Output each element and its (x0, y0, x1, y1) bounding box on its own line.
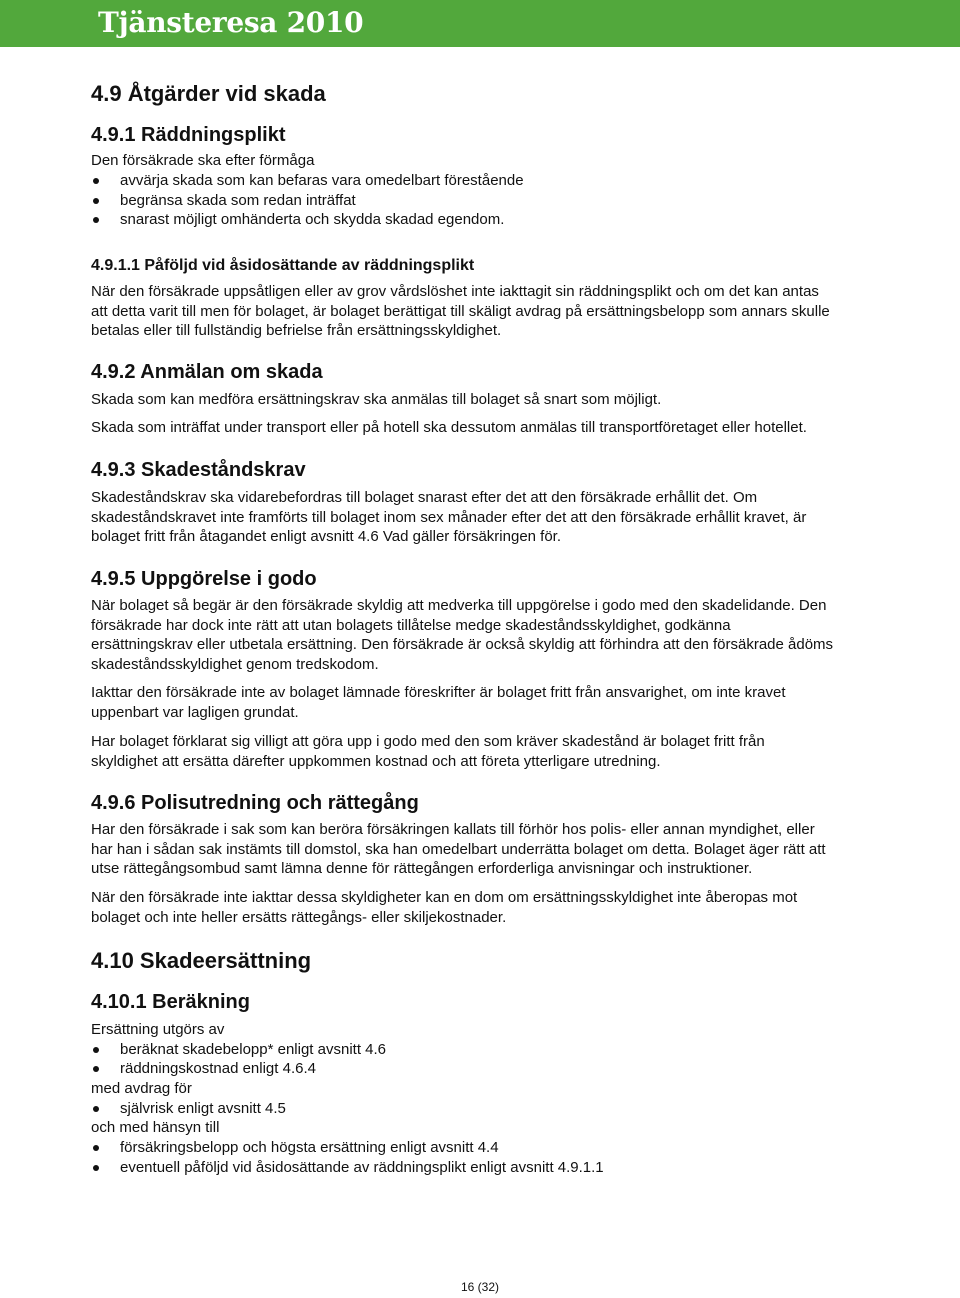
bullet-icon (93, 1066, 99, 1072)
paragraph: Skada som kan medföra ersättningskrav ska anmälas till bolaget så snart som möjligt. (91, 391, 662, 408)
bullet-icon (93, 1145, 99, 1151)
bullet-icon (93, 1165, 99, 1171)
heading-4-10: 4.10 Skadeersättning (91, 948, 312, 973)
header-banner (0, 0, 960, 47)
heading-4-9-1-1: 4.9.1.1 Påföljd vid åsidosättande av räddningsplikt (91, 257, 475, 274)
bullet-icon (93, 217, 99, 223)
paragraph: Skadeståndskrav ska vidarebefordras till bolaget snarast efter det att den försäkrade erhållit det. Om skadeståndskravet inte framförts till bolaget inom sex månader efter det att den försäkrade erhållit kravet, är bolaget fritt från åtagandet enligt avsnitt 4.6 Vad gäller försäkringen för. (91, 489, 807, 545)
paragraph: och med hänsyn till (91, 1119, 220, 1136)
heading-4-9-1: 4.9.1 Räddningsplikt (91, 124, 286, 146)
bullet-icon (93, 1106, 99, 1112)
page-number: 16 (32) (460, 1280, 500, 1294)
paragraph: Har den försäkrade i sak som kan beröra försäkringen kallats till förhör hos polis- eller annan myndighet, eller har han i sådan sak instämts till domstol, ska han omedelbart underrätta bolaget om detta. Bolaget äger rätt att utse rättegångsombud samt lämna denne för rättegången erforderliga anvisningar och instruktioner. (91, 821, 826, 877)
heading-4-10-1: 4.10.1 Beräkning (91, 991, 250, 1013)
bullet-icon (93, 1047, 99, 1053)
paragraph: med avdrag för (91, 1080, 192, 1097)
heading-4-9-6: 4.9.6 Polisutredning och rättegång (91, 792, 419, 814)
paragraph: När bolaget så begär är den försäkrade skyldig att medverka till uppgörelse i godo med den skadelidande. Den försäkrade har dock inte rätt att utan bolagets tillåtelse medge skadeståndsskyldighet, godkänna ersättningskrav eller utbetala ersättning. Den försäkrade är också skyldig att förhindra att den försäkrade ådöms skadeståndsskyldighet genom tredskodom. (91, 597, 834, 673)
paragraph: När den försäkrade uppsåtligen eller av grov vårdslöshet inte iakttagit sin räddningsplikt och om det kan antas att detta varit till men för bolaget, är bolaget berättigat till skäligt avdrag på ersättningsbelopp som annars skulle betalas eller till fullständig befrielse från ersättningsskyldighet. (91, 283, 830, 339)
bullet-icon (93, 178, 99, 184)
document-title: Tjänsteresa 2010 (98, 6, 364, 39)
heading-4-9-5: 4.9.5 Uppgörelse i godo (91, 568, 317, 590)
bullet-icon (93, 198, 99, 204)
heading-4-9: 4.9 Åtgärder vid skada (91, 81, 326, 106)
paragraph-intro: Den försäkrade ska efter förmåga (91, 152, 315, 169)
heading-4-9-2: 4.9.2 Anmälan om skada (91, 361, 323, 383)
heading-4-9-3: 4.9.3 Skadeståndskrav (91, 459, 306, 481)
paragraph: Iakttar den försäkrade inte av bolaget lämnade föreskrifter är bolaget fritt från ansvarighet, om inte kravet uppenbart var lagligen grundat. (91, 684, 786, 721)
paragraph-intro: Ersättning utgörs av (91, 1021, 225, 1038)
paragraph: När den försäkrade inte iakttar dessa skyldigheter kan en dom om ersättningsskyldighet inte åberopas mot bolaget och inte heller ersätts rättegångs- eller skiljekostnader. (91, 889, 798, 926)
paragraph: Har bolaget förklarat sig villigt att göra upp i godo med den som kräver skadestånd är bolaget fritt från skyldighet att ersätta därefter uppkommen kostnad och att företa ytterligare utredning. (91, 733, 765, 770)
paragraph: Skada som inträffat under transport eller på hotell ska dessutom anmälas till transportföretaget eller hotellet. (91, 419, 807, 436)
